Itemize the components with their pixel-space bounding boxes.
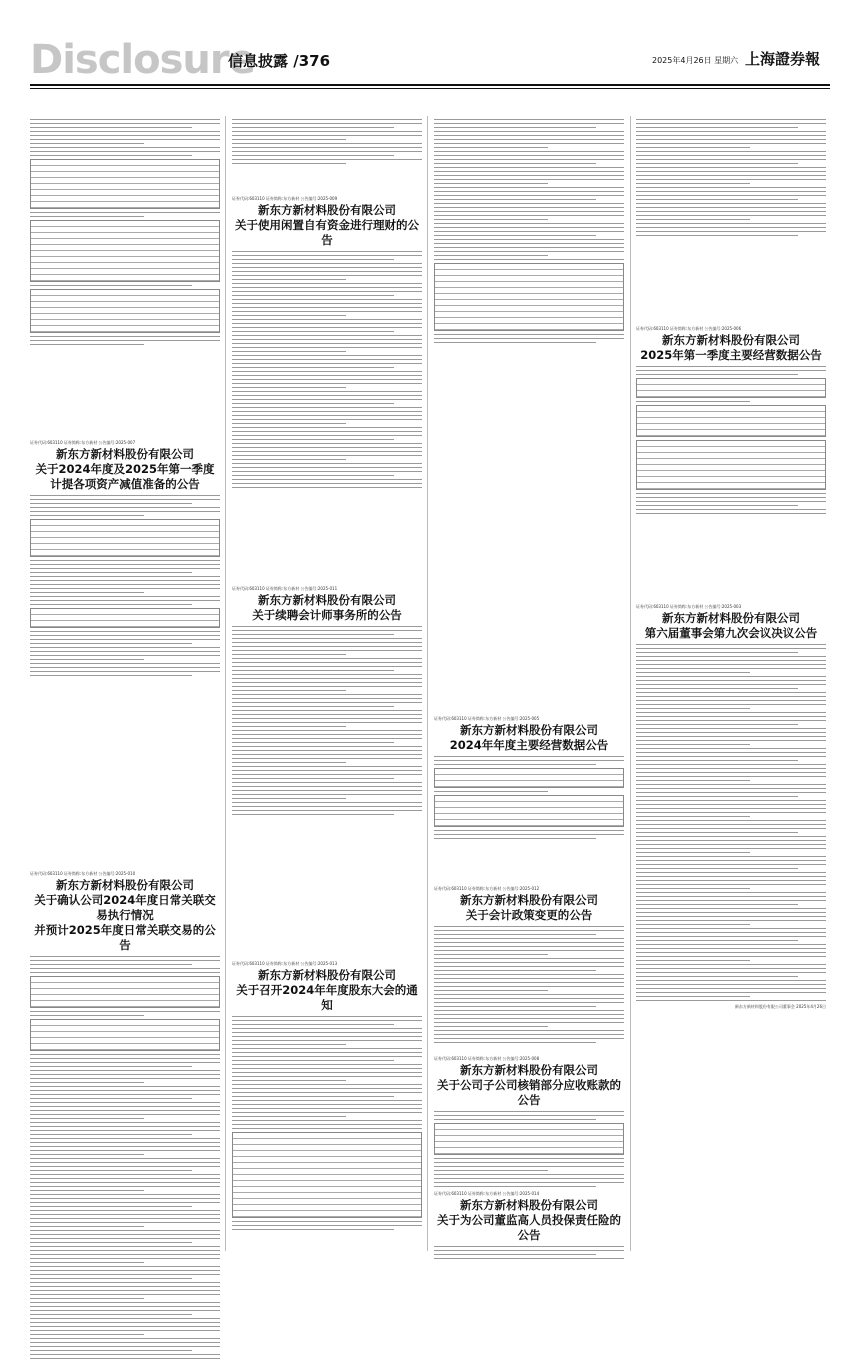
data-table bbox=[30, 159, 220, 209]
data-table bbox=[30, 1019, 220, 1051]
announcement bbox=[434, 1056, 624, 1190]
announcement-title: 新东方新材料股份有限公司 关于会计政策变更的公告 bbox=[460, 893, 598, 922]
announcement-title: 新东方新材料股份有限公司 2024年年度主要经营数据公告 bbox=[449, 723, 609, 752]
column-1 bbox=[30, 116, 220, 1251]
announcement-code: 证券代码:603110 证券简称:东方新材 公告编号:2025-010 bbox=[30, 871, 136, 876]
announcement bbox=[232, 961, 422, 1233]
column-2 bbox=[232, 116, 422, 1251]
announcement bbox=[232, 586, 422, 818]
announcement-code: 证券代码:603110 证券简称:东方新材 公告编号:2025-011 bbox=[232, 586, 338, 591]
body-text bbox=[30, 119, 220, 345]
data-table bbox=[30, 519, 220, 557]
announcement-code: 证券代码:603110 证券简称:东方新材 公告编号:2025-009 bbox=[232, 196, 338, 201]
announcement-title: 新东方新材料股份有限公司 关于续聘会计师事务所的公告 bbox=[252, 593, 402, 622]
header-rule bbox=[30, 84, 830, 86]
announcement-title: 新东方新材料股份有限公司 2025年第一季度主要经营数据公告 bbox=[640, 333, 822, 362]
announcement-title: 新东方新材料股份有限公司 关于公司子公司核销部分应收账款的公告 bbox=[437, 1063, 621, 1107]
announcement bbox=[434, 886, 624, 1046]
announcement bbox=[30, 871, 220, 1362]
announcement-code: 证券代码:603110 证券简称:东方新材 公告编号:2025-006 bbox=[636, 326, 742, 331]
announcement bbox=[434, 716, 624, 842]
column-separator bbox=[225, 116, 226, 1251]
announcement-title: 新东方新材料股份有限公司 关于2024年度及2025年第一季度 计提各项资产减值准备的公告 bbox=[35, 447, 215, 491]
issue-date: 2025年4月26日 星期六 bbox=[652, 56, 739, 65]
column-3 bbox=[434, 116, 624, 1251]
body-text bbox=[434, 119, 624, 343]
announcement-title: 新东方新材料股份有限公司 关于确认公司2024年度日常关联交易执行情况 并预计2025年度日常关联交易的公告 bbox=[34, 878, 216, 952]
announcement-title: 新东方新材料股份有限公司 第六届董事会第九次会议决议公告 bbox=[644, 611, 818, 640]
announcement-title: 新东方新材料股份有限公司 关于使用闲置自有资金进行理财的公告 bbox=[235, 203, 419, 247]
announcement-code: 证券代码:603110 证券简称:东方新材 公告编号:2025-003 bbox=[636, 604, 742, 609]
announcement-code: 证券代码:603110 证券简称:东方新材 公告编号:2025-014 bbox=[434, 1191, 540, 1196]
newspaper-name: 上海證券報 bbox=[745, 50, 821, 68]
data-table bbox=[434, 1123, 624, 1155]
section-title: 信息披露 /376 bbox=[228, 52, 331, 70]
brand-logo: Disclosure bbox=[30, 37, 255, 83]
announcement bbox=[636, 326, 826, 517]
data-table bbox=[636, 405, 826, 437]
data-table bbox=[434, 768, 624, 788]
data-table bbox=[434, 263, 624, 331]
announcement bbox=[30, 440, 220, 679]
data-table bbox=[30, 608, 220, 628]
announcement-code: 证券代码:603110 证券简称:东方新材 公告编号:2025-007 bbox=[30, 440, 136, 445]
announcement-code: 证券代码:603110 证券简称:东方新材 公告编号:2025-013 bbox=[232, 961, 338, 966]
body-text bbox=[636, 119, 826, 236]
column-separator bbox=[427, 116, 428, 1251]
announcement bbox=[232, 196, 422, 491]
column-4 bbox=[636, 116, 826, 1251]
announcement-code: 证券代码:603110 证券简称:东方新材 公告编号:2025-005 bbox=[434, 716, 540, 721]
signature: 新东方新材料股份有限公司董事会 2025年4月26日 bbox=[734, 1004, 826, 1009]
body-text bbox=[232, 119, 422, 164]
data-table bbox=[30, 220, 220, 282]
data-table bbox=[30, 289, 220, 333]
column-separator bbox=[630, 116, 631, 1251]
announcement-title: 新东方新材料股份有限公司 关于为公司董监高人员投保责任险的公告 bbox=[437, 1198, 621, 1242]
announcement bbox=[636, 604, 826, 1009]
data-table bbox=[232, 1132, 422, 1218]
data-table bbox=[30, 976, 220, 1008]
data-table bbox=[434, 795, 624, 827]
announcement bbox=[434, 1191, 624, 1262]
masthead bbox=[30, 36, 830, 86]
data-table bbox=[636, 378, 826, 398]
announcement-code: 证券代码:603110 证券简称:东方新材 公告编号:2025-012 bbox=[434, 886, 540, 891]
announcement-title: 新东方新材料股份有限公司 关于召开2024年年度股东大会的通知 bbox=[236, 968, 418, 1012]
header-rule-thin bbox=[30, 88, 830, 89]
announcement-code: 证券代码:603110 证券简称:东方新材 公告编号:2025-008 bbox=[434, 1056, 540, 1061]
data-table bbox=[636, 440, 826, 490]
